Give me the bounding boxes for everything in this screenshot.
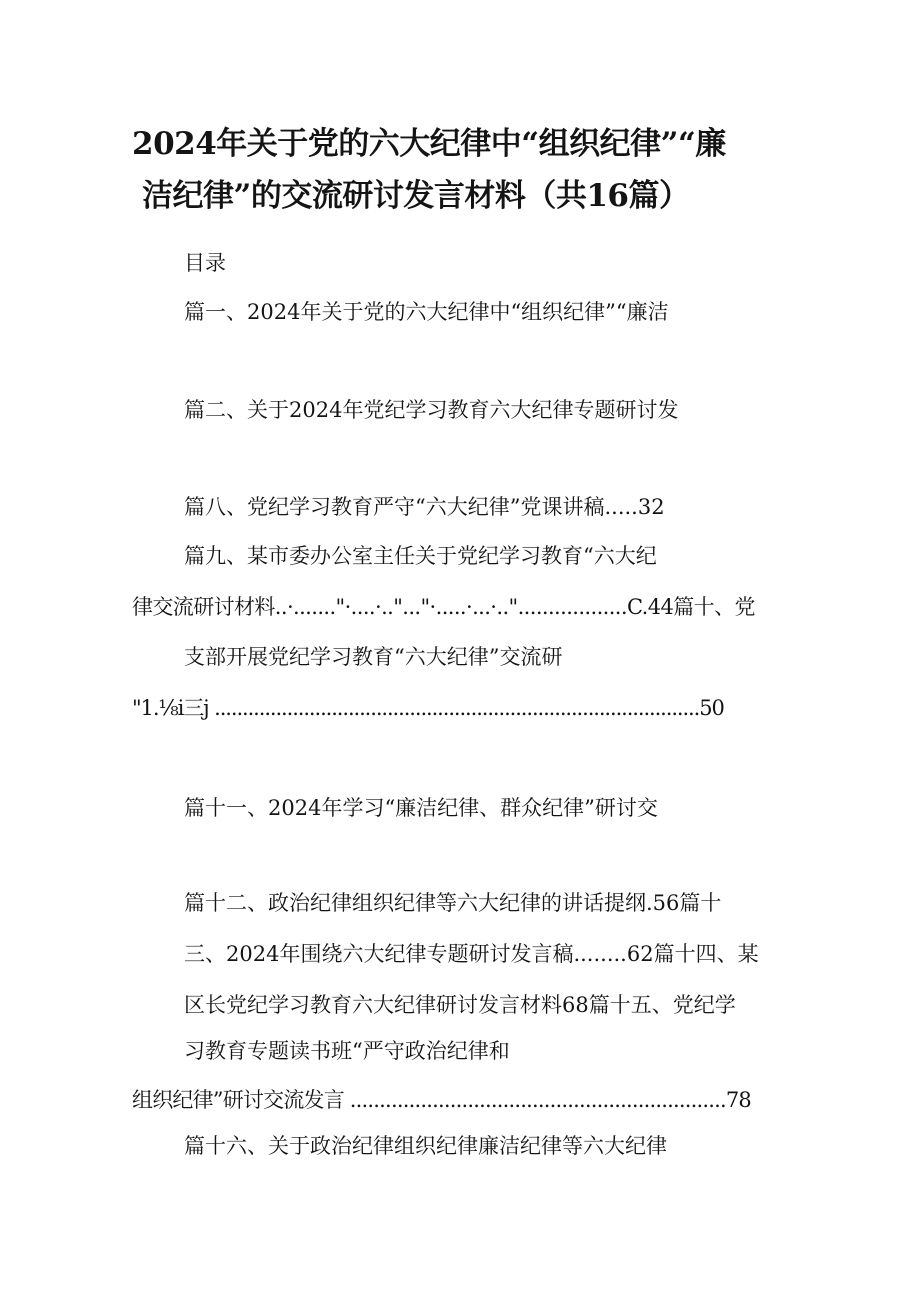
title-line-1: 2024年关于党的六大纪律中“组织纪律”“廉 [132, 126, 726, 162]
title-line-2: 洁纪律”的交流研讨发言材料（共16篇） [142, 178, 690, 214]
toc-entry: 篇九、某市委办公室主任关于党纪学习教育“六大纪 [184, 544, 657, 568]
toc-entry: 支部开展党纪学习教育“六大纪律”交流研 [184, 645, 563, 669]
toc-entry: 篇十一、2024年学习“廉洁纪律、群众纪律”研讨交 [184, 796, 658, 820]
toc-entry: "1.⅛i三j .......................................................................................50 [132, 696, 724, 720]
toc-entry: 篇十二、政治纪律组织纪律等六大纪律的讲话提纲.56篇十 [184, 891, 722, 915]
toc-entry: 律交流研讨材料..·......."·....·.."..."·.....·...·.."..................C.44篇十、党 [132, 595, 755, 619]
toc-entry: 篇一、2024年关于党的六大纪律中“组织纪律”“廉洁 [184, 300, 669, 324]
toc-entry: 篇二、关于2024年党纪学习教育六大纪律专题研讨发 [184, 398, 679, 422]
toc-entry: 篇十六、关于政治纪律组织纪律廉洁纪律等六大纪律 [184, 1134, 667, 1158]
toc-entry: 篇八、党纪学习教育严守“六大纪律”党课讲稿.....32 [184, 495, 665, 519]
toc-heading: 目录 [184, 251, 226, 275]
toc-entry: 三、2024年围绕六大纪律专题研讨发言稿........62篇十四、某 [184, 942, 759, 966]
document-title [132, 118, 812, 222]
toc-entry: 区长党纪学习教育六大纪律研讨发言材料68篇十五、党纪学 [184, 993, 736, 1017]
toc-entry: 习教育专题读书班“严守政治纪律和 [184, 1039, 510, 1063]
toc-entry: 组织纪律”研讨交流发言 ................................................................78 [132, 1088, 751, 1112]
